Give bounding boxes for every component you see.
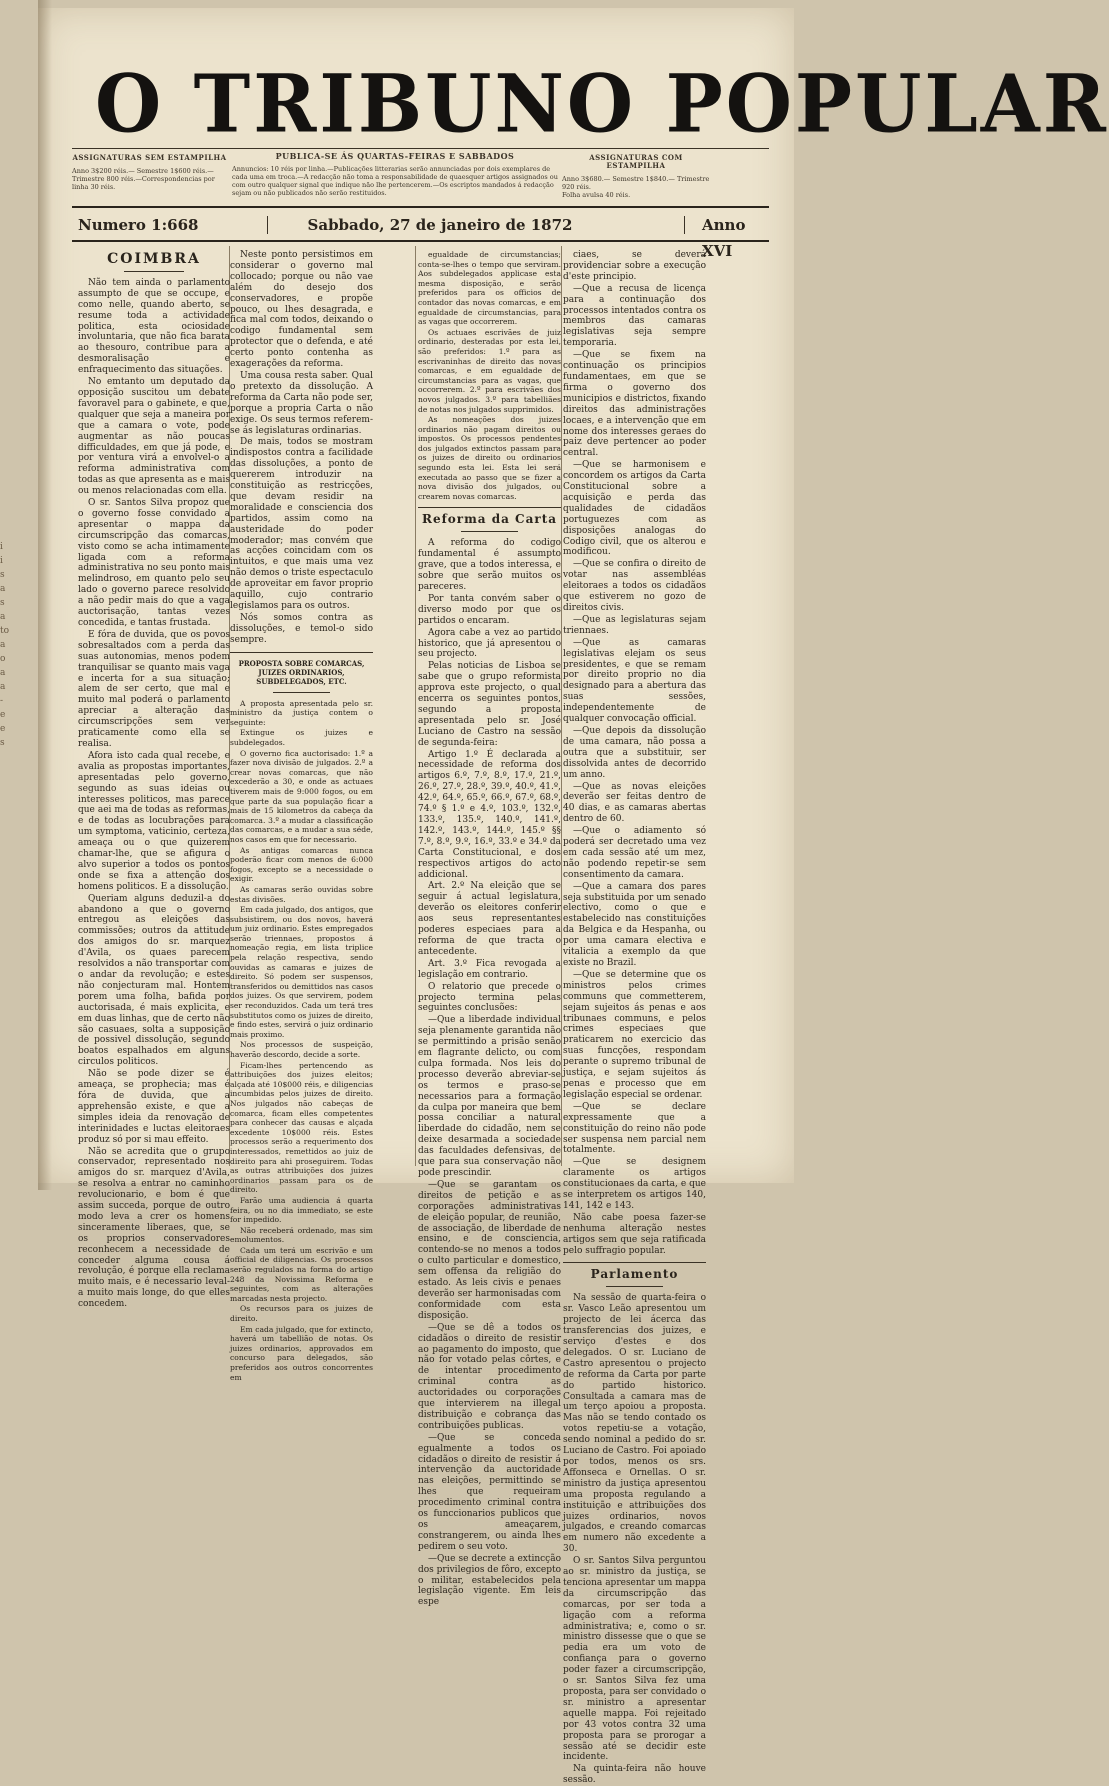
margin-note: a [0, 584, 6, 594]
margin-note: a [0, 612, 6, 622]
paragraph: Uma cousa resta saber. Qual o pretexto da dissolução. A reforma da Carta não pode ser, porque a propria Carta o não exige. Os seus termos referem-se ás legislaturas ordinarias. [230, 370, 373, 436]
dateline-rule-bottom [72, 240, 769, 242]
subscription-right-heading: ASSIGNATURAS COM ESTAMPILHA [589, 153, 683, 170]
column-2 [230, 250, 373, 1382]
paragraph: E fóra de duvida, que os povos sobresaltados com a perda das suas autonomias, menos podem tranquilisar se quanto mais vaga e incerta for a sua situação; alem de ser certo, que mal e muito mal poderá o parlamento apreciar a alteração das circumscripções sem ver praticamente como ella se realisa. [78, 629, 230, 749]
dateline-separator [267, 216, 268, 234]
column-3 [418, 250, 562, 1608]
section-subheading-proposta: PROPOSTA SOBRE COMARCAS, JUIZES ORDINARIOS, SUBDELEGADOS, ETC. [238, 658, 365, 686]
paragraph: O sr. Santos Silva perguntou ao sr. ministro da justiça, se tenciona apresentar um mappa da circumscripção das comarcas, por ser toda a ligação com a reforma administrativa; e, como o sr. ministro dissesse que o que se pedia era um voto de confiança para o governo poder fazer a circumscripção, o sr. Santos Silva fez uma proposta, para ser convidado o sr. ministro a apresentar aquelle mappa. Foi rejeitado por 43 votos contra 32 uma proposta para se prorogar a sessão até se decidir este incidente. [563, 1556, 706, 1763]
section-divider [418, 507, 561, 508]
paragraph: Por tanta convém saber o diverso modo por que os partidos o encaram. [418, 593, 561, 626]
paragraph: A reforma do codigo fundamental é assumpto grave, que a todos interessa, e sobre que serão muitos os pareceres. [418, 538, 561, 592]
subscription-left-text: Anno 3$200 réis.— Semestre 1$600 réis.— Trimestre 800 réis.—Correspondencias por linha 30 réis. [72, 167, 215, 191]
paragraph: —Que se fixem na continuação os principios fundamentaes, em que se firma o governo dos municipios e districtos, fixando direitos das administrações locaes, e a intervenção que em nome dos interesses geraes do paiz deve pertencer ao poder central. [563, 350, 706, 459]
paragraph: O sr. Santos Silva propoz que o governo fosse convidado a apresentar o mappa da circumscripção das comarcas, visto como se acha intimamente ligada com a reforma administrativa no seu ponto mais melindroso, em quanto pelo seu lado o governo parece resolvido a não pedir mais do que a vaga auctorisação, tantas vezes concedida, e tantas frustada. [78, 498, 230, 628]
dateline-separator [684, 216, 685, 234]
margin-notes [0, 540, 14, 750]
paragraph: —Que o adiamento só poderá ser decretado uma vez em cada sessão até um mez, não podendo repetir-se sem consentimento da camara. [563, 826, 706, 880]
paragraph: Não se acredita que o grupo conservador, representado nos amigos do sr. marquez d'Avila, se resolva a entrar no caminho revolucionario, e bom é que assim succeda, porque de outro modo leva a crer os homens sinceramente liberaes, que, se os proprios conservadores reconhecem a necessidade de conceder alguma cousa á revolução, é porque ella reclama muito mais, e é necessario leval-a muito mais longe, do que elles concedem. [78, 1146, 230, 1310]
newspaper-title: O TRIBUNO POPULAR [95, 56, 1109, 151]
column-3-text [418, 538, 561, 1608]
paragraph: Em cada julgado, que for extincto, haverá um tabellião de notas. Os juizes ordinarios, approvados em concurso para delegados, são preferidos aos outros concorrentes em [230, 1324, 373, 1382]
paragraph: As camaras serão ouvidas sobre estas divisões. [230, 884, 373, 904]
heading-divider [273, 692, 330, 693]
paragraph: Os recursos para os juizes de direito. [230, 1304, 373, 1324]
paragraph: —Que se determine que os ministros pelos crimes communs que commetterem, sejam sujeitos ás penas e aos tribunaes communs, e pelos crimes especiaes que praticarem no exercicio das suas funcções, respondam perante o supremo tribunal de justiça, e sejam sujeitos ás penas e processo que em legislação especial se ordenar. [563, 969, 706, 1100]
paragraph: Cada um terá um escrivão e um official de diligencias. Os processos serão regulados na forma do artigo 248 da Novissima Reforma e seguintes, com as alterações marcadas nesta projecto. [230, 1245, 373, 1303]
section-heading-reforma: Reforma da Carta [421, 512, 558, 527]
paragraph: Na sessão de quarta-feira o sr. Vasco Leão apresentou um projecto de lei ácerca das transferencias dos juizes, e serviço d'estes e dos delegados. O sr. Luciano de Castro apresentou o projecto de reforma da Carta por parte do partido historico. Consultada a camara mas de um terço apoiou a proposta. Mas não se tendo contado os votos repetiu-se a votação, sendo nominal a pedido do sr. Luciano de Castro. Foi apoiado por todos, menos os srs. Affonseca e Ornellas. O sr. ministro da justiça apresentou uma proposta regulando a instituição e attribuições dos juizes ordinarios, novos julgados, e creando comarcas em numero não excedente a 30. [563, 1293, 706, 1555]
paragraph: —Que se decrete a extincção dos privilegios de fôro, excepto o militar, estabelecidos pela legislação vigente. Em leis espe [418, 1553, 562, 1608]
subscription-left-heading: ASSIGNATURAS SEM ESTAMPILHA [72, 153, 227, 162]
subscription-right-text: Anno 3$680.— Semestre 1$840.— Trimestre 920 réis. [562, 175, 710, 191]
paragraph: O relatorio que precede o projecto termina pelas seguintes conclusões: [418, 981, 561, 1014]
margin-note: - [0, 696, 4, 706]
publication-notice-heading: PUBLICA-SE ÁS QUARTAS-FEIRAS E SABBADOS [275, 151, 515, 161]
paragraph: De mais, todos se mostram indispostos contra a facilidade das dissoluções, a ponto de quererem introduzir na constituição as restricções, que devam residir na moralidade e consciencia dos partidos, assim como na austeridade do poder moderador; mas convém que as acções coincidam com os intuitos, e que mais uma vez não demos o triste espectaculo de aproveitar em favor proprio aquillo, cujo contrario legislamos para os outros. [230, 437, 373, 611]
section-heading-parlamento: Parlamento [590, 1267, 679, 1282]
page-fold-shadow [38, 0, 52, 1190]
paragraph: Na quinta-feira não houve sessão. [563, 1764, 706, 1786]
paragraph: Os actuaes escrivães de juiz ordinario, desteradas por esta lei, são preferidos: 1.º para as escrivaninhas de direito das novas comarcas, e em egualdade de circumstancias para as vagas, que occorrerem. 2.º para escrivães dos novos julgados. 3.º para tabelliães de notas nos julgados supprimidos. [418, 327, 561, 414]
column-1 [78, 250, 230, 1310]
section-divider [563, 1262, 706, 1263]
paragraph: —Que se designem claramente os artigos constitucionaes da carta, e que se interpretem os artigos 140, 141, 142 e 143. [563, 1157, 706, 1211]
margin-note: s [0, 570, 5, 580]
section-divider [230, 652, 373, 653]
column-3-top-text [418, 250, 561, 501]
header-rule-top [72, 148, 769, 149]
paragraph: Extingue os juizes e subdelegados. [230, 728, 373, 747]
paragraph: Nos processos de suspeição, haverão descordo, decide a sorte. [230, 1040, 373, 1059]
paragraph: Não se pode dizer se é ameaça, se prophecia; mas é fóra de duvida, que a apprehensão existe, e que a simples ideia da renovação de interinidades e luctas eleitoraes produz só por si mau effeito. [78, 1069, 230, 1145]
subscription-right-text-2: Folha avulsa 40 réis. [562, 191, 631, 199]
issue-year: Anno XVI [702, 216, 746, 260]
paragraph: egualdade de circumstancias; conta-se-lhes o tempo que serviram. Aos subdelegados applicase esta mesma disposição, e serão preferidos para os officios de contador das novas comarcas, e em egualdade de circumstancias, para as vagas que occorrerem. [418, 250, 561, 327]
margin-note: o [0, 654, 6, 664]
paragraph: Artigo 1.º É declarada a necessidade de reforma dos artigos 6.º, 7.º, 8.º, 17.º, 21.º, 26.º, 27.º, 28.º, 39.º, 40.º, 41.º, 42.º, 64.º, 65.º, 66.º, 67.º, 68.º, 74.º § 1.º e 4.º, 103.º, 132.º, 133.º, 135.º, 140.º, 141.º, 142.º, 143.º, 144.º, 145.º §§ 7.º, 8.º, 9.º, 16.º, 33.º e 34.º da Carta Constitucional, e dos respectivos artigos do acto addicional. [418, 749, 561, 880]
paragraph: —Que se dê a todos os cidadãos o direito de resistir ao pagamento do imposto, que não for votado pelas côrtes, e de intentar procedimento criminal contra as auctoridades ou corporações que intervierem na illegal distribuição e cobrança das contribuições publicas. [418, 1322, 561, 1431]
paragraph: Agora cabe a vez ao partido historico, que já apresentou o seu projecto. [418, 627, 561, 660]
paragraph: Em cada julgado, dos antigos, que subsistirem, ou dos novos, haverá um juiz ordinario. Estes empregados serão triennaes, propostos á nomeação regia, em lista triplice pela relação respectiva, sendo ouvidas as camaras e juizes de direito. Só podem ser suspensos, transferidos ou demittidos nas casos dos juizes. Os que servirem, podem ser reconduzidos. Cada um terá tres substitutos como os juizes de direito, e findo estes, servirá o juiz ordinario mais proximo. [230, 905, 373, 1039]
paragraph: —Que se conceda egualmente a todos os cidadãos o direito de resistir á intervenção da auctoridade nas eleições, permittindo se lhes que requeiram procedimento criminal contra os funccionarios publicos que os ameaçarem, constrangerem, ou ainda lhes pedirem o seu voto. [418, 1432, 561, 1552]
margin-note: a [0, 668, 6, 678]
margin-note: a [0, 682, 6, 692]
paragraph: Nós somos contra as dissoluções, e temol-o sido sempre. [230, 612, 373, 645]
publication-notice-text: Annuncios: 10 réis por linha.—Publicações litterarias serão annunciadas por dois exemplares de cada uma em troca.—A redacção não toma a responsabilidade de quaesquer artigos assignados ou com outro qualquer signal que indique não lhe pertencerem.—Os escriptos mandados á redacção sejam ou não publicados não serão restituidos. [232, 165, 558, 197]
margin-note: i [0, 556, 3, 566]
subscription-right [562, 154, 710, 199]
paragraph: —Que as camaras legislativas elejam os seus presidentes, e que se remam por direito proprio no dia designado para a abertura das suas sessões, independentemente de qualquer convocação official. [563, 637, 706, 725]
column-1-text [78, 278, 230, 1310]
paragraph: No emtanto um deputado da opposição suscitou um debate favoravel para o gabinete, e que, qualquer que seja a maneira por que a camara o vote, pode augmentar as não poucas difficuldades, em que já pode, e por ventura virá a envolvel-o a reforma administrativa com todas as que apresenta as e mais ou menos relacionadas com ella. [78, 377, 230, 497]
column-rule [415, 246, 416, 1166]
paragraph: —Que se harmonisem e concordem os artigos da Carta Constitucional sobre a acquisição e perda das qualidades de cidadãos portuguezes com as disposições analogas do Codigo civil, que os alterou e modificou. [563, 460, 706, 558]
column-rule [561, 246, 562, 1166]
margin-note: e [0, 710, 6, 720]
paragraph: O governo fica auctorisado: 1.º a fazer nova divisão de julgados. 2.º a crear novas comarcas, que não excederão a 30, e onde as actuaes tiverem mais de 9:000 fogos, ou em que parte da sua população ficar a mais de 15 kilometros da cabeça da comarca. 3.º a mudar a classificação das comarcas, e a mudar a sua séde, nos casos em que for necessario. [230, 748, 373, 844]
column-4-text [563, 250, 706, 1256]
paragraph: Farão uma audiencia á quarta feira, ou no dia immediato, se este for impedido. [230, 1195, 373, 1225]
margin-note: s [0, 738, 5, 748]
paragraph: Ficam-lhes pertencendo as attribuições dos juizes eleitos; alçada até 10$000 réis, e diligencias incumbidas pelos juizes de direito. Nos julgados não cabeças de comarca, ficam elles competentes para conhecer das causas e alçada excedente 10$000 réis. Estes processos serão a requerimento dos interessados, remettidos ao juiz de direito para ahi proseguirem. Todas as outras attribuições dos juizes ordinarios passam para os de direito. [230, 1060, 373, 1195]
paragraph: Art. 2.º Na eleição que se seguir á actual legislatura, deverão os eleitores conferir aos seus representantes poderes especiaes para a reforma de que tracta o antecedente. [418, 881, 561, 957]
heading-divider [606, 1286, 663, 1287]
paragraph: —Que as novas eleições deverão ser feitas dentro de 40 dias, e as camaras abertas dentro de 60. [563, 781, 706, 825]
margin-note: to [0, 626, 10, 636]
publication-notice [232, 152, 558, 197]
margin-note: e [0, 724, 6, 734]
paragraph: As nomeações dos juizes ordinarios não pagam direitos ou impostos. Os processos pendentes dos julgados extinctos passam para os juizes de direito ou ordinarios segundo esta lei. Esta lei será executada ao passo que se fizer a nova divisão dos julgados, ou crearem novas comarcas. [418, 415, 561, 501]
margin-note: a [0, 640, 6, 650]
paragraph: —Que a liberdade individual seja plenamente garantida não se permittindo a prisão senão em flagrante delicto, ou com culpa formada. Nos leis do processo deverão abreviar-se os termos e praso-se necessarios para a formação da culpa por maneira que bem possa conciliar a natural liberdade do cidadão, nem se deixe desarmada a sociedade das faculdades defensivas, de que para sua conservação não pode prescindir. [418, 1015, 561, 1178]
margin-note: s [0, 598, 5, 608]
column-2-small-text [230, 699, 373, 1383]
paragraph: Não receberá ordenado, mas sim emolumentos. [230, 1225, 373, 1245]
heading-divider [461, 531, 518, 532]
paragraph: —Que a camara dos pares seja substituida por um senado electivo, como o que e estabelecido nas constituições da Belgica e da Hespanha, ou por uma camara electiva e vitalicia a exemplo da que existe no Brazil. [563, 881, 706, 968]
column-4 [563, 250, 706, 1786]
paragraph: Art. 3.º Fica revogada a legislação em contrario. [418, 958, 561, 980]
paragraph: Afora isto cada qual recebe, e avalia as propostas importantes, apresentadas pelo governo, segundo as suas ideias ou interesses politicos, mas parece que aei ma de todas as reformas, e de todas as locubrações para um symptoma, vaticinio, certeza, ameaça ou o que quizerem chamar-lhe, que se afigura o alvo superior a todos os pontos onde se fixa a attenção dos homens politicos. E a dissolução. [78, 750, 230, 892]
paragraph: A proposta apresentada pelo sr. ministro da justiça contem o seguinte: [230, 698, 373, 727]
paragraph: —Que as legislaturas sejam triennaes. [563, 614, 706, 636]
paragraph: ciaes, se deverá providenciar sobre a execução d'este principio. [563, 250, 706, 282]
dateline-rule-top [72, 206, 769, 208]
paragraph: Não cabe poesa fazer-se nenhuma alteração nestes artigos sem que seja ratificada pelo suffragio popular. [563, 1212, 706, 1256]
paragraph: —Que se declare expressamente que a constituição do reino não pode ser suspensa nem parcial nem totalmente. [563, 1101, 706, 1156]
paragraph: Não tem ainda o parlamento assumpto de que se occupe, e como nelle, quando aberto, se resume toda a actividade politica, esta ociosidade involuntaria, que não fica barata ao thesouro, contribue para a desmoralisação e enfraquecimento das situações. [78, 277, 230, 376]
paragraph: Pelas noticias de Lisboa se sabe que o grupo reformista approva este projecto, o qual encerra os seguintes pontos, segundo a proposta apresentada pelo sr. José Luciano de Castro na sessão de segunda-feira: [418, 661, 561, 748]
paragraph: —Que se confira o direito de votar nas assembléas eleitoraes a todos os cidadãos que estiverem no gozo de direitos civis. [563, 559, 706, 613]
paragraph: Queriam alguns deduzil-a do abandono a que o governo entregou as eleições das commissões; outros da attitude dos amigos do sr. marquez d'Avila, os quaes parecem resolvidos a não transportar com o andar da revolução; e estes não conjecturam mal. Hontem porem uma folha, bafida por auctorisada, é mais explicita, e em duas linhas, que de certo não são casuaes, solta a supposição de possivel dissolução, segundo boatos espalhados em alguns circulos politicos. [78, 893, 230, 1068]
margin-note: i [0, 542, 3, 552]
heading-divider [124, 271, 185, 272]
paragraph: —Que depois da dissolução de uma camara, não possa a outra que a substituir, ser dissolvida antes de decorrido um anno. [563, 725, 706, 780]
paragraph: As antigas comarcas nunca poderão ficar com menos de 6:000 fogos, excepto se a necessidade o exigir. [230, 845, 373, 884]
paragraph: —Que a recusa de licença para a continuação dos processos intentados contra os membros das camaras legislativas seja sempre temporaria. [563, 283, 706, 349]
column-4-parliament-text [563, 1293, 706, 1786]
subscription-left [72, 154, 227, 191]
paragraph: Neste ponto persistimos em considerar o governo mal collocado; porque ou não vae além do desejo dos conservadores, e propõe pouco, ou lhes desagrada, e fica mal com todos, deixando o codigo fundamental sem protector que o defenda, e até certo ponto contenha as exagerações da reforma. [230, 250, 373, 370]
section-heading-coimbra: COIMBRA [107, 251, 201, 267]
paragraph: —Que se garantam os direitos de petição e as corporações administrativas de eleição popular, de reunião, de associação, de liberdade de ensino, e de consciencia, contendo-se no menos a todos o culto particular e domestico, sem offensa da religião do estado. As leis civis e penaes deverão ser harmonisadas com conformidade com esta disposição. [418, 1179, 561, 1321]
issue-date: Sabbado, 27 de janeiro de 1872 [307, 216, 573, 234]
issue-number: Numero 1:668 [78, 216, 199, 234]
column-2-text [230, 250, 373, 646]
